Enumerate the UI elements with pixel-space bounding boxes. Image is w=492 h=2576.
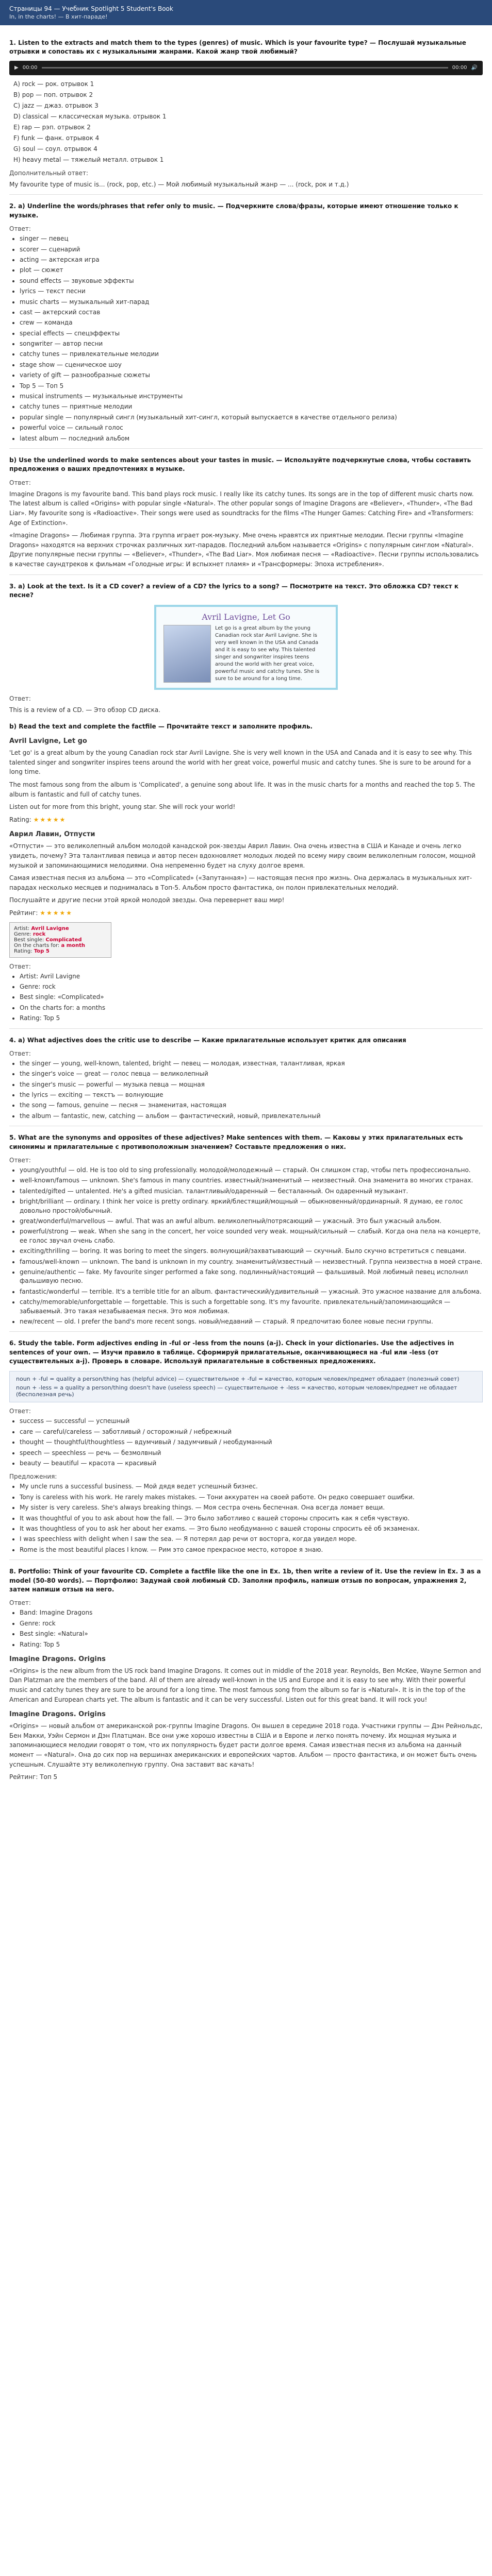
answer-label: Ответ: [9,1049,31,1057]
list-item: • Best single: «Natural» [20,1630,483,1638]
rule-line: noun + -less = a quality a person/thing doesn't have (useless speech) — существительное + -less = качество, которым человек/предмет не обладает (бесполезная речь) [16,1384,457,1398]
factfile-value: Complicated [45,937,82,943]
exercise-2a-task: 2. a) Underline the words/phrases that refer only to music. — Подчеркните слова/фразы, которые имеют отношение только к музыке. [9,202,458,219]
paragraph: Listen out for more from this bright, young star. She will rock your world! [9,803,236,811]
rating-label: Rating: [9,816,31,823]
factfile-key: Best single: [14,937,44,943]
card-title: Avril Lavigne, Let Go [202,612,290,622]
divider [9,1028,483,1029]
list-item: • special effects — спецэффекты [20,329,483,338]
paragraph: Послушайте и другие песни этой яркой молодой звезды. Она перевернет ваш мир! [9,896,285,904]
answer-label: Ответ: [9,1157,31,1164]
review-title: Imagine Dragons. Origins [9,1655,106,1663]
list-item: • It was thoughtless of you to ask her about her exams. — Это было необдуманно с вашей стороны спросить её об экзаменах. [20,1524,483,1533]
list-item: F) funk — фанк. отрывок 4 [13,134,100,142]
page-subtitle: In, in the charts! — В хит-параде! [9,13,108,20]
exercise-1-task: 1. Listen to the extracts and match them to the types (genres) of music. Which is your favourite type? — Послушай музыкальные отрывки и сопоставь их с музыкальными жанрами. Какой жанр твой любимый? [9,39,466,56]
list-item: • singer — певец [20,234,483,243]
list-item: D) classical — классическая музыка. отрывок 1 [13,112,167,120]
divider [9,1331,483,1332]
list-item: G) soul — соул. отрывок 4 [13,145,97,152]
list-item: • plot — сюжет [20,266,483,275]
exercise-5-task: 5. What are the synonyms and opposites of these adjectives? Make sentences with them. — Каковы у этих прилагательных есть синонимы и прилагательные с противоположным значением? Составьте предложения о них. [9,1134,463,1150]
factfile-value: Avril Lavigne [31,925,69,931]
paragraph: Imagine Dragons is my favourite band. This band plays rock music. I really like its catchy tunes. Its songs are in the top of different music charts now. The latest album is called «Origins» with popular single «Natural». The other popular songs of Imagine Dragons are «Believer», «Thunder», «The Bad Liar». My favourite song is «Radioactive». Their songs were used as soundtracks for the films «The Hunger Games: Catching Fire» and «Transformers: Age of Extinction». [9,490,474,527]
list-item: • stage show — сценическое шоу [20,361,483,369]
exercise-2b-task: b) Use the underlined words to make sentences about your tastes in music. — Используйте подчеркнутые слова, чтобы составить предложения о ваших предпочтениях в музыке. [9,456,471,473]
list-item: • Artist: Avril Lavigne [20,972,483,981]
answer-label: Ответ: [9,695,31,703]
divider [9,448,483,449]
exercise-6-sentences [20,1482,483,1554]
list-item: • crew — команда [20,318,483,327]
list-item: A) rock — рок. отрывок 1 [13,80,94,88]
list-item: • famous/well-known — unknown. The band is unknown in my country. знаменитый/известный — неизвестный. Группа неизвестна в моей стране. [20,1258,483,1266]
list-item: • speech — speechless — речь — безмолвный [20,1449,483,1458]
list-item: • musical instruments — музыкальные инструменты [20,392,483,401]
list-item: B) pop — поп. отрывок 2 [13,91,93,98]
rating-text: Рейтинг: Топ 5 [9,1773,58,1781]
list-item: • catchy tunes — приятные мелодии [20,402,483,411]
list-item: • On the charts for: a months [20,1004,483,1012]
list-item: • Best single: «Complicated» [20,993,483,1002]
list-item: • Rome is the most beautiful places I know. — Рим это самое прекрасное место, которое я знаю. [20,1546,483,1554]
list-item: • Band: Imagine Dragons [20,1608,483,1617]
exercise-3b-task: b) Read the text and complete the factfile — Прочитайте текст и заполните профиль. [9,722,313,730]
list-item: • My uncle runs a successful business. — Мой дядя ведет успешный бизнес. [20,1482,483,1491]
list-item: • the singer's music — powerful — музыка певца — мощная [20,1080,483,1089]
list-item: • well-known/famous — unknown. She's famous in many countries. известный/знаменитый — неизвестный. Она знаменита во многих странах. [20,1176,483,1185]
ru-review-title: Аврил Лавин, Отпусти [9,831,95,839]
list-item: • music charts — музыкальный хит-парад [20,298,483,307]
list-item: • My sister is very careless. She's always breaking things. — Моя сестра очень беспечная. Она всегда ломает вещи. [20,1503,483,1512]
extra-answer: My favourite type of music is... (rock, pop, etc.) — Мой любимый музыкальный жанр — ... (rock, рок и т.д.) [9,180,349,188]
list-item: • scorer — сценарий [20,245,483,254]
list-item: • beauty — beautiful — красота — красивый [20,1459,483,1468]
exercise-2a-list [20,234,483,443]
exercise-4-task: 4. a) What adjectives does the critic use to describe — Какие прилагательные использует критик для описания [9,1036,406,1044]
list-item: • songwriter — автор песни [20,340,483,348]
extra-label: Дополнительный ответ: [9,169,89,177]
volume-icon[interactable]: 🔊 [471,65,478,71]
exercise-6-list [20,1417,483,1468]
list-item: • catchy/memorable/unforgettable — forgettable. This is such a forgettable song. It's my favourite. привлекательный/запоминающийся — забываемый. Это такая незабываемая песня. Это моя любимая. [20,1298,483,1316]
list-item: • Tony is careless with his work. He rarely makes mistakes. — Тони аккуратен на своей работе. Он редко совершает ошибки. [20,1493,483,1502]
list-item: • fantastic/wonderful — terrible. It's a terrible title for an album. фантастический/удивительный — ужасный. Это ужасное название для альбома. [20,1287,483,1296]
rule-line: noun + -ful = quality a person/thing has (helpful advice) — существительное + -ful = качество, которым человек/предмет обладает (полезный совет) [16,1376,460,1383]
list-item: • genuine/authentic — fake. My favourite singer performed a fake song. подлинный/настоящий — фальшивый. Мой любимый певец исполнил фальшивую песню. [20,1268,483,1286]
paragraph: Самая известная песня из альбома — это «Complicated» («Запутанная») — настоящая песня про жизнь. Она держалась в музыкальных хит-парадах несколько месяцев и поднималась в Топ-5. Альбом просто фантастика, он полон привлекательных мелодий. [9,874,472,891]
list-item: H) heavy metal — тяжелый металл. отрывок 1 [13,156,164,163]
paragraph: «Origins» — новый альбом от американской рок-группы Imagine Dragons. Он вышел в середине 2018 года. Участники группы — Дэн Рейнольдс, Бен Макки, Уэйн Сермон и Дэн Платцман. Все они уже хорошо известны в США и в Европе и легко понять почему. Их мощная музыка и запоминающиеся мелодии говорят о том, что их популярность будет расти долгое время. Самая известная песня из альбома на данный момент — «Natural». Она до сих пор на вершинах американских и европейских чартов. Альбом — просто фантастика, и он может быть очень успешным. Слушайте эту великолепную группу. Она заставит вас качать! [9,1722,483,1768]
answer-label: Ответ: [9,962,31,970]
page-header [0,0,492,25]
factfile-card [9,922,111,958]
factfile-key: On the charts for: [14,942,60,948]
paragraph: 'Let go' is a great album by the young Canadian rock star Avril Lavigne. She is very well known in the USA and Canada and it is easy to see why. This talented singer and songwriter inspires teens around the world with her great voice, powerful music and catchy tunes. She is sure to be around for a long time. [9,749,472,776]
cd-review-card [154,605,338,690]
paragraph: «Imagine Dragons» — Любимая группа. Эта группа играет рок-музыку. Мне очень нравятся их приятные мелодии. Песни группы «Imagine Dragons» находятся на верхних строчках различных хит-парадов. Последний альбом называется «Origins» с популярным синглом «Natural». Другие популярные песни группы — «Believer», «Thunder», «The Bad Liar». Моя любимая песня — «Radioactive». Песни группы использовались в качестве саундтреков к фильмам «Голодные игры: И вспыхнет пламя» и «Трансформеры: Эпоха истребления». [9,532,479,568]
exercise-3-task: 3. a) Look at the text. Is it a CD cover? a review of a CD? the lyrics to a song? — Посмотрите на текст. Это обложка CD? текст к песне? [9,582,459,599]
list-item: • powerful voice — сильный голос [20,423,483,432]
artist-photo [163,625,211,683]
list-item: • care — careful/careless — заботливый / осторожный / небрежный [20,1428,483,1436]
player-progress[interactable] [42,67,448,69]
list-item: • Rating: Top 5 [20,1640,483,1649]
divider [9,574,483,575]
list-item: • bright/brilliant — ordinary. I think her voice is pretty ordinary. яркий/блестящий/мощный — обыкновенный/ординарный. Я думаю, ее голос довольно простой/обычный. [20,1197,483,1215]
factfile-key: Artist: [14,925,30,931]
list-item: • Rating: Top 5 [20,1014,483,1023]
breadcrumb[interactable]: Страницы 94 — Учебник Spotlight 5 Student's Book [9,5,173,12]
factfile-value: rock [32,931,46,937]
answer-label: Ответ: [9,225,31,233]
list-item: • the song — famous, genuine — песня — знаменитая, настоящая [20,1101,483,1110]
rating-stars: ★★★★★ [40,909,73,917]
factfile-list [20,972,483,1023]
rule-note [9,1371,483,1402]
audio-player[interactable] [9,61,483,75]
list-item: • the album — fantastic, new, catching — альбом — фантастический, новый, привлекательный [20,1112,483,1121]
list-item: • latest album — последний альбом [20,434,483,443]
list-item: • thought — thoughtful/thoughtless — вдумчивый / задумчивый / необдуманный [20,1438,483,1447]
list-item: • new/recent — old. I prefer the band's more recent songs. новый/недавний — старый. Я предпочитаю более новые песни группы. [20,1317,483,1326]
list-item: • the lyrics — exciting — текстъ — волнующие [20,1091,483,1099]
list-item: • acting — актерская игра [20,256,483,264]
answer-label: Ответ: [9,1599,31,1607]
main-content [0,25,492,1795]
sentences-label: Предложения: [9,1473,57,1481]
player-duration: 00:00 [452,65,467,71]
rating-stars: ★★★★★ [33,816,67,823]
list-item: • popular single — популярный сингл (музыкальный хит-сингл, который выпускается в качестве отдельного релиза) [20,413,483,422]
list-item: • success — successful — успешный [20,1417,483,1426]
factfile-value: a month [61,942,86,948]
list-item: • the singer — young, well-known, talented, bright — певец — молодая, известная, талантливая, яркая [20,1059,483,1068]
exercise-5-list [20,1166,483,1326]
list-item: • catchy tunes — привлекательные мелодии [20,350,483,359]
paragraph: «Отпусти» — это великолепный альбом молодой канадской рок-звезды Аврил Лавин. Она очень известна в США и Канаде и очень легко увидеть, почему? Эта талантливая певица и автор песен вдохновляет молодых людей по всему миру своим великолепным голосом, мощной музыкой и запоминающимися мелодиями. Она непременно будет на слуху долгое время. [9,842,476,869]
portfolio-factfile [20,1608,483,1649]
list-item: • powerful/strong — weak. When she sang in the concert, her voice sounded very weak. мощный/сильный — слабый. Когда она пела на концерте, ее голос звучал очень слабо. [20,1227,483,1245]
list-item: • cast — актерский состав [20,308,483,317]
divider [9,194,483,195]
list-item: • Top 5 — Топ 5 [20,382,483,391]
list-item: • It was thoughtful of you to ask about how the fall. — Это было заботливо с вашей стороны спросить как я себя чувствую. [20,1514,483,1523]
exercise-8-task: 8. Portfolio: Think of your favourite CD. Complete a factfile like the one in Ex. 1b, then write a review of it. Use the review in Ex. 3 as a model (50-80 words). — Портфолио: Задумай свой любимый CD. Заполни профиль, напиши отзыв по вопросам, упражнения 2, затем напиши отзыв на него. [9,1568,481,1593]
list-item: • lyrics — текст песни [20,287,483,296]
list-item: • exciting/thrilling — boring. It was boring to meet the singers. волнующий/захватывающий — скучный. Было скучно встретиться с певцами. [20,1247,483,1256]
paragraph: The most famous song from the album is 'Complicated', a genuine song about life. It was in the music charts for a months and reached the top 5. The album is fantastic and full of catchy tunes. [9,781,475,798]
list-item: • talented/gifted — untalented. He's a gifted musician. талантливый/одаренный — бесталанный. Он одаренный музыкант. [20,1187,483,1196]
ru-review-title: Imagine Dragons. Origins [9,1710,106,1719]
exercise-1-list [13,79,483,164]
answer-label: Ответ: [9,479,31,486]
player-time: 00:00 [22,65,38,71]
exercise-4-list [20,1059,483,1121]
list-item: • Genre: rock [20,982,483,991]
factfile-value: Top 5 [34,948,50,954]
card-text: Let go is a great album by the young Canadian rock star Avril Lavigne. She is very well known in the USA and Canada and it is easy to see why. This talented singer and songwriter inspires teens around the world with her great voice, powerful music and catchy tunes. She is sure to be around for a long time. [215,625,320,682]
answer: This is a review of a CD. — Это обзор CD диска. [9,706,160,714]
review-title: Avril Lavigne, Let go [9,737,87,745]
paragraph: «Origins» is the new album from the US rock band Imagine Dragons. It comes out in middle of the 2018 year. Reynolds, Ben McKee, Wayne Sermon and Dan Platzman are the members of the band. All of them are already well-known in the US and Europe and it is easy to see why. With their powerful music and catchy tunes they are sure to be around for a long time. The most famous song from the album so far is «Natural». It is in the top of the American and European charts yet. The album is fantastic and it can be very successful. Listen out for this great band. It will rock you! [9,1667,481,1703]
list-item: • variety of gift — разнообразные сюжеты [20,371,483,380]
factfile-key: Rating: [14,948,32,954]
list-item: • young/youthful — old. He is too old to sing professionally. молодой/молодежный — старый. Он слишком стар, чтобы петь профессионально. [20,1166,483,1175]
exercise-6-task: 6. Study the table. Form adjectives ending in -ful or -less from the nouns (a-j). Check in your dictionaries. Use the adjectives in sentences of your own. — Изучи правило в таблице. Сформируй прилагательные, оканчивающиеся на -ful или -less (от существительных a-j). Проверь в словаре. Используй прилагательные в собственных предложениях. [9,1340,454,1365]
play-icon[interactable]: ▶ [14,65,19,71]
list-item: • sound effects — звуковые эффекты [20,277,483,285]
factfile-key: Genre: [14,931,31,937]
list-item: • Genre: rock [20,1619,483,1628]
list-item: • great/wonderful/marvellous — awful. That was an awful album. великолепный/потрясающий — ужасный. Это был ужасный альбом. [20,1217,483,1226]
list-item: • the singer's voice — great — голос певца — великолепный [20,1070,483,1078]
list-item: E) rap — рэп. отрывок 2 [13,123,91,131]
rating-label: Рейтинг: [9,909,38,917]
answer-label: Ответ: [9,1408,31,1415]
list-item: C) jazz — джаз. отрывок 3 [13,101,99,109]
list-item: • I was speechless with delight when I saw the sea. — Я потерял дар речи от восторга, когда увидел море. [20,1535,483,1544]
